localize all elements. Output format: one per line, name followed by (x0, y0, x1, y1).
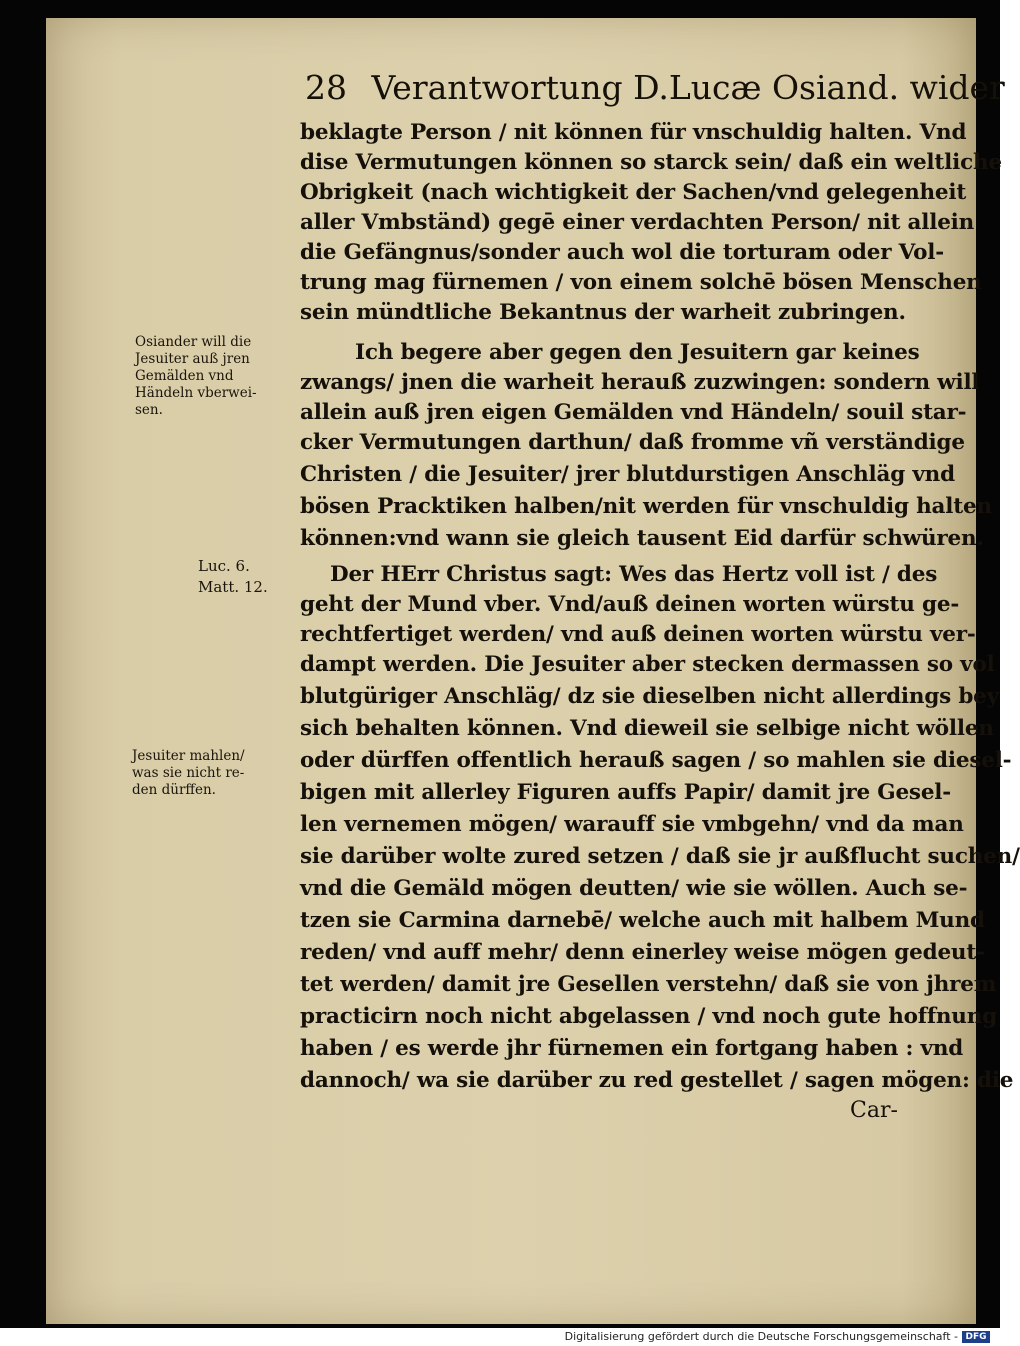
dfg-logo: DFG (962, 1331, 990, 1343)
text-line: practicirn noch nicht abgelassen / vnd noch gute hoffnung (300, 1004, 997, 1029)
margin-note-line: Gemälden vnd (135, 368, 234, 384)
text-line: rechtfertiget werden/ vnd auß deinen worten würstu ver- (300, 622, 976, 647)
text-line: dannoch/ wa sie darüber zu red gestellet / sagen mögen: die (300, 1068, 1014, 1093)
margin-note-line: den dürffen. (132, 782, 216, 798)
text-line: zwangs/ jnen die warheit herauß zuzwingen: sondern will (300, 370, 980, 395)
margin-note-line: Händeln vberwei- (135, 385, 257, 401)
margin-note-line: Jesuiter mahlen/ (132, 748, 245, 764)
text-line: allein auß jren eigen Gemälden vnd Händeln/ souil star- (300, 400, 967, 425)
margin-note-line: Osiander will die (135, 334, 252, 350)
margin-note-line: was sie nicht re- (132, 765, 245, 781)
text-line: dampt werden. Die Jesuiter aber stecken dermassen so vol (300, 652, 995, 677)
funding-credit: Digitalisierung gefördert durch die Deutsche Forschungsgemeinschaft - (564, 1330, 958, 1343)
text-line: reden/ vnd auff mehr/ denn einerley weise mögen gedeut- (300, 940, 985, 965)
margin-note-references (198, 556, 368, 598)
text-line: sein mündtliche Bekantnus der warheit zubringen. (300, 300, 906, 325)
text-line: die Gefängnus/sonder auch wol die torturam oder Vol- (300, 240, 944, 265)
text-line: trung mag fürnemen / von einem solchē bösen Menschen (300, 270, 982, 295)
text-line: Ich begere aber gegen den Jesuitern gar keines (355, 340, 920, 365)
text-line: Der HErr Christus sagt: Wes das Hertz voll ist / des (330, 562, 938, 587)
text-line: bösen Pracktiken halben/nit werden für vnschuldig halten (300, 494, 992, 519)
text-line: tzen sie Carmina darnebē/ welche auch mit halbem Mund (300, 908, 985, 933)
text-line: vnd die Gemäld mögen deutten/ wie sie wöllen. Auch se- (300, 876, 968, 901)
text-line: cker Vermutungen darthun/ daß fromme vñ verständige (300, 430, 965, 455)
text-line: aller Vmbständ) gegē einer verdachten Person/ nit allein (300, 210, 975, 235)
text-line: Obrigkeit (nach wichtigkeit der Sachen/vnd gelegenheit (300, 180, 967, 205)
running-title: Verantwortung D.Lucæ Osiand. wider (371, 68, 1005, 107)
margin-note-line: Jesuiter auß jren (135, 351, 250, 367)
text-line: haben / es werde jhr fürnemen ein fortgang haben : vnd (300, 1036, 964, 1061)
margin-note-jesuiter (132, 748, 302, 799)
catchword: Car- (850, 1098, 898, 1123)
text-line: tet werden/ damit jre Gesellen verstehn/ daß sie von jhrem (300, 972, 997, 997)
margin-note-line: Luc. 6. (198, 557, 250, 575)
footer (0, 1330, 1000, 1346)
text-line: len vernemen mögen/ warauff sie vmbgehn/ vnd da man (300, 812, 964, 837)
text-line: oder dürffen offentlich herauß sagen / so mahlen sie diesel- (300, 748, 1012, 773)
text-line: geht der Mund vber. Vnd/auß deinen worten würstu ge- (300, 592, 960, 617)
running-head (305, 68, 1005, 108)
margin-note-line: sen. (135, 402, 163, 418)
margin-note-line: Matt. 12. (198, 578, 268, 596)
text-line: dise Vermutungen können so starck sein/ daß ein weltliche (300, 150, 1002, 175)
text-line: sie darüber wolte zured setzen / daß sie jr außflucht suchen/ (300, 844, 1020, 869)
text-line: können:vnd wann sie gleich tausent Eid darfür schwüren. (300, 526, 984, 551)
text-line: beklagte Person / nit können für vnschuldig halten. Vnd (300, 120, 967, 145)
text-line: blutgüriger Anschläg/ dz sie dieselben nicht allerdings bey (300, 684, 999, 709)
margin-note-osiander (135, 334, 305, 419)
text-line: bigen mit allerley Figuren auffs Papir/ damit jre Gesel- (300, 780, 951, 805)
text-line: Christen / die Jesuiter/ jrer blutdurstigen Anschläg vnd (300, 462, 955, 487)
page-number: 28 (305, 68, 347, 107)
text-line: sich behalten können. Vnd dieweil sie selbige nicht wöllen (300, 716, 994, 741)
